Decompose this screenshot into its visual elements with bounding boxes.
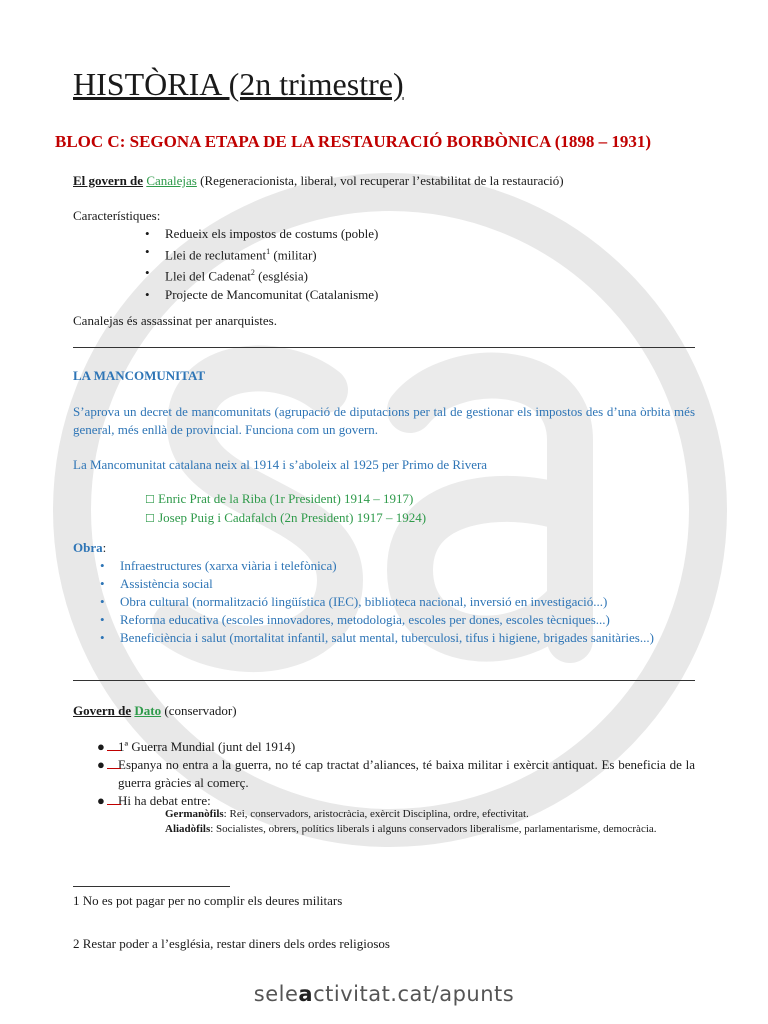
list-item: • Beneficiència i salut (mortalitat infantil, salut mental, tuberculosi, tifus i higiene, brigades sanitàries...) xyxy=(100,629,695,647)
divider xyxy=(73,347,695,348)
dato-list xyxy=(97,738,695,810)
list-item: • Assistència social xyxy=(100,575,695,593)
dato-heading xyxy=(73,702,237,720)
footnote-ref-2: 2 xyxy=(250,268,255,278)
checkbox-icon: ☐ xyxy=(145,513,155,525)
footer-url[interactable]: seleactivitat.cat/apunts xyxy=(253,982,515,1006)
page-title: HISTÒRIA (2n trimestre) xyxy=(73,66,404,102)
dato-heading-note: (conservador) xyxy=(161,703,237,718)
dato-heading-prefix: Govern de xyxy=(73,703,132,718)
canalejas-heading-name: Canalejas xyxy=(146,173,197,188)
canalejas-heading xyxy=(73,172,564,190)
canalejas-heading-prefix: El govern de xyxy=(73,173,144,188)
footnote-1: 1 No es pot pagar per no complir els deures militars xyxy=(73,893,343,908)
divider xyxy=(73,680,695,681)
aliadofils-line: Aliadòfils: Socialistes, obrers, polítics liberals i alguns conservadors liberalisme, parlamentarisme, democràcia. xyxy=(165,823,657,835)
footnote-ref-1: 1 xyxy=(266,247,271,256)
obra-list xyxy=(100,557,695,647)
bullet: ● xyxy=(97,738,124,756)
mancomunitat-para-2: La Mancomunitat catalana neix al 1914 i s’aboleix al 1925 per Primo de Rivera xyxy=(73,457,488,472)
footnote-2: 2 Restar poder a l’església, restar diners dels ordes religiosos xyxy=(73,936,390,951)
dato-heading-name: Dato xyxy=(134,703,162,718)
presidents-list xyxy=(145,490,426,528)
characteristics-label: Característiques: xyxy=(73,208,161,223)
canalejas-heading-note: (Regeneracionista, liberal, vol recuperar l’estabilitat de la restauració) xyxy=(196,173,564,188)
checkbox-icon: ☐ xyxy=(145,494,155,506)
list-item: • Obra cultural (normalització lingüística (IEC), biblioteca nacional, inversió en investigació...) xyxy=(100,593,695,611)
list-item: • Llei de reclutament$^1$ (militar) xyxy=(145,243,378,264)
germanofils-line: Germanòfils: Rei, conservadors, aristocràcia, exèrcit Disciplina, ordre, efectivitat. xyxy=(165,808,529,820)
list-item: • Llei del Cadenat$^2$ (església) xyxy=(145,264,378,285)
bullet: ● xyxy=(97,756,124,774)
president-item: ☐ Enric Prat de la Riba (1r President) 1914 – 1917) xyxy=(145,491,414,506)
bullet: ● xyxy=(97,792,124,810)
section-heading-bloc-c: BLOC C: SEGONA ETAPA DE LA RESTAURACIÓ BORBÒNICA (1898 – 1931) xyxy=(55,132,652,151)
president-item: ☐ Josep Puig i Cadafalch (2n President) 1917 – 1924) xyxy=(145,510,427,525)
list-item: • Reforma educativa (escoles innovadores, metodologia, escoles per dones, escoles tècniques...) xyxy=(100,611,695,629)
mancomunitat-para-1: S’aprova un decret de mancomunitats (agrupació de diputacions per tal de gestionar els impostos des d’una òrbita més general, més enllà de provincial. Funciona com un govern. xyxy=(73,404,695,437)
canalejas-list xyxy=(145,225,378,304)
list-item: • Projecte de Mancomunitat (Catalanisme) xyxy=(145,286,378,304)
list-item: ● Hi ha debat entre: xyxy=(97,793,211,808)
canalejas-closing: Canalejas és assassinat per anarquistes. xyxy=(73,313,277,328)
footnote-separator xyxy=(73,886,230,887)
obra-label: Obra: xyxy=(73,540,107,555)
list-item: • Redueix els impostos de costums (poble) xyxy=(145,225,378,243)
mancomunitat-heading: LA MANCOMUNITAT xyxy=(73,368,206,383)
list-item: ● 1ª Guerra Mundial (junt del 1914) xyxy=(97,739,296,754)
list-item: ● Espanya no entra a la guerra, no té cap tractat d’aliances, té baixa militar i exèrcit antiquat. Es beneficia de la guerra gràcies al comerç. xyxy=(97,757,695,790)
list-item: • Infraestructures (xarxa viària i telefònica) xyxy=(100,557,695,575)
